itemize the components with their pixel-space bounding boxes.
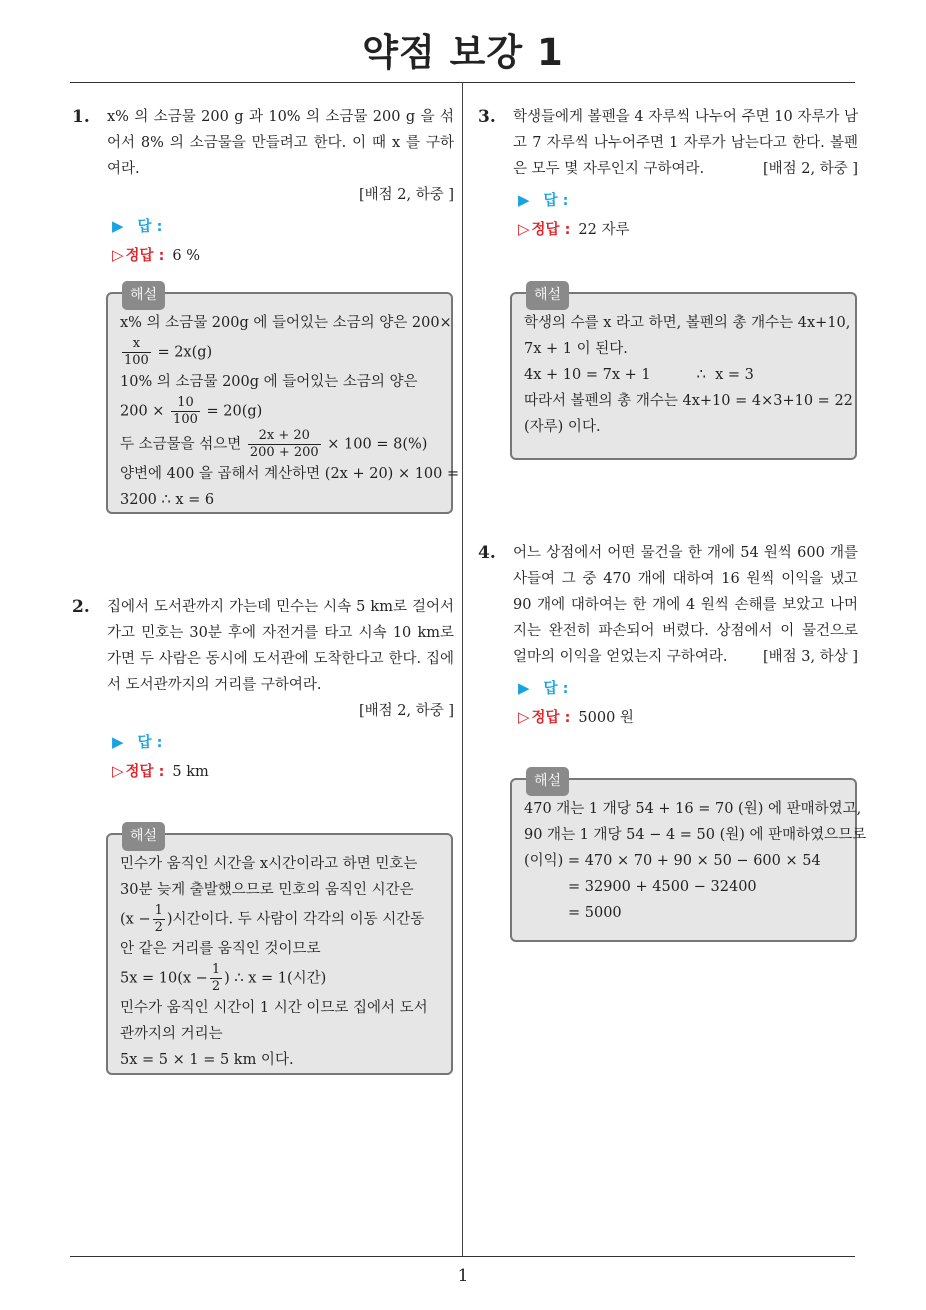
solution-line: (이익) = 470 × 70 + 90 × 50 − 600 × 54 bbox=[524, 853, 821, 869]
score-info: [배점 2, 하중 ] bbox=[358, 703, 454, 719]
correct-answer: 22 자루 bbox=[578, 222, 630, 238]
outline-triangle-icon: ▷ bbox=[518, 220, 530, 238]
solution-line: 30분 늦게 출발했으므로 민호의 움직인 시간은 bbox=[120, 882, 414, 898]
correct-answer: 5000 원 bbox=[578, 710, 634, 726]
problem-text: 어느 상점에서 어떤 물건을 한 개에 54 원씩 600 개를 사들여 그 중 470 개에 대하여 16 원씩 이익을 냈고 90 개에 대하여는 한 개에 4 원씩 손해를 보았고 나머지는 완전히 파손되어 버렸다. 상점에서 이 물건으로 얼마의 이익을 얻었는지 구하여라. bbox=[513, 545, 858, 665]
correct-answer-row bbox=[518, 703, 858, 732]
fraction: $\frac{1}{2}$ bbox=[211, 962, 221, 994]
solution-line: 민수가 움직인 시간이 1 시간 이므로 집에서 도서 bbox=[120, 1000, 428, 1016]
outline-triangle-icon: ▷ bbox=[112, 246, 124, 264]
correct-answer-row bbox=[518, 215, 858, 244]
correct-label: 정답 : bbox=[531, 710, 571, 726]
play-icon: ▶ bbox=[112, 733, 124, 751]
solution-line: = 32900 + 4500 − 32400 bbox=[568, 879, 757, 895]
correct-label: 정답 : bbox=[125, 248, 165, 264]
solution-line: x% 의 소금물 200g 에 들어있는 소금의 양은 200× bbox=[120, 315, 452, 331]
fraction: $\frac{x}{100}$ bbox=[124, 336, 149, 368]
answer-block bbox=[112, 212, 454, 270]
answer-block bbox=[518, 674, 858, 732]
solution-line: 200 × $\frac{10}{100}$ = 20(g) bbox=[120, 395, 263, 427]
solution-line: (x − $\frac{1}{2}$ )시간이다. 두 사람이 각각의 이동 시간동 bbox=[120, 903, 425, 935]
solution-tag: 해설 bbox=[122, 822, 165, 851]
play-icon: ▶ bbox=[518, 191, 530, 209]
correct-answer: 6 % bbox=[172, 248, 201, 264]
answer-row bbox=[518, 674, 858, 703]
answer-block bbox=[518, 186, 858, 244]
correct-label: 정답 : bbox=[531, 222, 571, 238]
solution-line: (자루) 이다. bbox=[524, 419, 601, 435]
fraction: $\frac{10}{100}$ bbox=[173, 395, 198, 427]
problem-text: 집에서 도서관까지 가는데 민수는 시속 5 km로 걸어서가고 민호는 30분 후에 자전거를 타고 시속 10 km로 가면 두 사람은 동시에 도서관에 도착한다고 한다. 집에서 도서관까지의 거리를 구하여라. bbox=[107, 599, 454, 693]
solution-line: 470 개는 1 개당 54 + 16 = 70 (원) 에 판매하였고, bbox=[524, 801, 862, 817]
problem-1 bbox=[72, 104, 454, 270]
answer-block bbox=[112, 728, 454, 786]
correct-label: 정답 : bbox=[125, 764, 165, 780]
solution-line: 7x + 1 이 된다. bbox=[524, 341, 628, 357]
score-info: [배점 3, 하상 ] bbox=[762, 649, 858, 665]
score-info: [배점 2, 하중 ] bbox=[358, 187, 454, 203]
answer-row bbox=[112, 212, 454, 241]
page-title: 약점 보강 1 bbox=[362, 31, 564, 74]
solution-line: $\frac{x}{100}$ = 2x(g) bbox=[124, 336, 213, 368]
outline-triangle-icon: ▷ bbox=[518, 708, 530, 726]
solution-line: 5x = 5 × 1 = 5 km 이다. bbox=[120, 1052, 294, 1068]
solution-line: 민수가 움직인 시간을 x시간이라고 하면 민호는 bbox=[120, 856, 418, 872]
fraction: $\frac{1}{2}$ bbox=[154, 903, 163, 935]
solution-tag: 해설 bbox=[122, 281, 165, 310]
solution-line: 양변에 400 을 곱해서 계산하면 (2x + 20) × 100 = bbox=[120, 466, 460, 482]
problem-4 bbox=[478, 540, 858, 732]
column-divider bbox=[462, 83, 463, 1257]
solution-line: 3200 ∴ x = 6 bbox=[120, 492, 215, 508]
solution-box-3 bbox=[510, 287, 857, 460]
answer-label: 답 : bbox=[137, 219, 163, 235]
solution-box-1 bbox=[106, 287, 460, 514]
correct-answer-row bbox=[112, 241, 454, 270]
solution-line: = 5000 bbox=[568, 905, 622, 921]
problem-number: 3. bbox=[478, 107, 496, 127]
fraction: $\frac{2x + 20}{200 + 200}$ bbox=[249, 428, 319, 460]
answer-row bbox=[112, 728, 454, 757]
solution-line: 두 소금물을 섞으면 $\frac{2x + 20}{200 + 200}$ × 100 = 8(%) bbox=[120, 428, 428, 460]
problem-text: 학생들에게 볼펜을 4 자루씩 나누어 주면 10 자루가 남고 7 자루씩 나누어주면 1 자루가 남는다고 한다. 볼펜은 모두 몇 자루인지 구하여라. bbox=[513, 109, 858, 177]
solution-box-2 bbox=[106, 828, 453, 1075]
page-number: 1 bbox=[457, 1266, 469, 1286]
footer-rule bbox=[70, 1256, 855, 1257]
answer-row bbox=[518, 186, 858, 215]
play-icon: ▶ bbox=[518, 679, 530, 697]
solution-line: 10% 의 소금물 200g 에 들어있는 소금의 양은 bbox=[120, 374, 418, 390]
problem-text: x% 의 소금물 200 g 과 10% 의 소금물 200 g 을 섞어서 8% 의 소금물을 만들려고 한다. 이 때 x 를 구하여라. bbox=[107, 109, 454, 177]
solution-tag: 해설 bbox=[526, 281, 569, 310]
solution-line: 따라서 볼펜의 총 개수는 4x+10 = 4×3+10 = 22 bbox=[524, 393, 853, 409]
solution-box-4 bbox=[510, 773, 867, 942]
problem-number: 4. bbox=[478, 543, 496, 563]
problem-3 bbox=[478, 104, 858, 244]
solution-line: 90 개는 1 개당 54 − 4 = 50 (원) 에 판매하였으므로 bbox=[524, 827, 867, 843]
answer-label: 답 : bbox=[137, 735, 163, 751]
correct-answer-row bbox=[112, 757, 454, 786]
outline-triangle-icon: ▷ bbox=[112, 762, 124, 780]
solution-line: 5x = 10(x − $\frac{1}{2}$ ) ∴ x = 1(시간) bbox=[120, 962, 327, 994]
answer-label: 답 : bbox=[543, 681, 569, 697]
score-info: [배점 2, 하중 ] bbox=[762, 161, 858, 177]
correct-answer: 5 km bbox=[172, 764, 209, 780]
solution-line: 4x + 10 = 7x + 1 ∴ x = 3 bbox=[524, 367, 754, 383]
problem-2 bbox=[72, 594, 454, 786]
play-icon: ▶ bbox=[112, 217, 124, 235]
solution-line: 학생의 수를 x 라고 하면, 볼펜의 총 개수는 4x+10, bbox=[524, 315, 851, 331]
solution-line: 안 같은 거리를 움직인 것이므로 bbox=[120, 941, 321, 957]
solution-line: 관까지의 거리는 bbox=[120, 1026, 223, 1042]
problem-number: 2. bbox=[72, 597, 90, 617]
answer-label: 답 : bbox=[543, 193, 569, 209]
solution-tag: 해설 bbox=[526, 767, 569, 796]
problem-number: 1. bbox=[72, 107, 90, 127]
